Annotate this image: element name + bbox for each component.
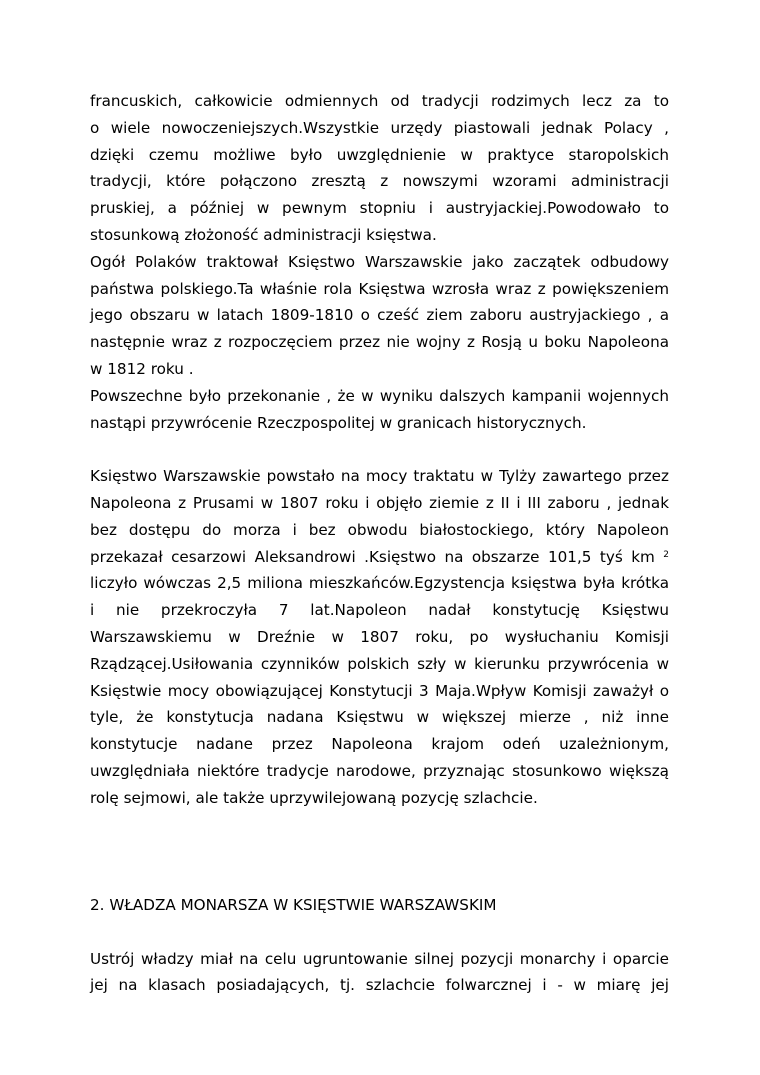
text-line: rolę sejmowi, ale także uprzywilejowaną pozycję szlachcie. bbox=[90, 788, 538, 807]
text-line: dzięki czemu możliwe było uwzględnienie w praktyce staropolskich bbox=[90, 145, 669, 164]
text-line: stosunkową złożoność administracji księstwa. bbox=[90, 225, 437, 244]
blank-line bbox=[90, 919, 669, 946]
paragraph-5 bbox=[90, 946, 669, 1000]
text-line bbox=[90, 544, 669, 571]
blank-line bbox=[90, 812, 669, 866]
text-line: bez dostępu do morza i bez obwodu białostockiego, który Napoleon bbox=[90, 520, 669, 539]
section-heading: 2. WŁADZA MONARSZA W KSIĘSTWIE WARSZAWSKIM bbox=[90, 895, 497, 914]
text-line: tradycji, które połączono zresztą z nowszymi wzorami administracji bbox=[90, 172, 669, 191]
text-line: jego obszaru w latach 1809-1810 o cześć ziem zaboru austryjackiego , a bbox=[90, 306, 669, 325]
text-line: i nie przekroczyła 7 lat.Napoleon nadał konstytucję Księstwu bbox=[90, 601, 669, 620]
text-line: konstytucje nadane przez Napoleona krajom odeń uzależnionym, bbox=[90, 735, 669, 754]
superscript: 2 bbox=[663, 549, 670, 560]
text-line: państwa polskiego.Ta właśnie rola Księstwa wzrosła wraz z powiększeniem bbox=[90, 279, 669, 298]
text-line: w 1812 roku . bbox=[90, 359, 194, 378]
paragraph-1 bbox=[90, 88, 669, 249]
blank-line bbox=[90, 436, 669, 463]
text-line: następnie wraz z rozpoczęciem przez nie wojny z Rosją u boku Napoleona bbox=[90, 333, 669, 352]
text-line: Warszawskiemu w Dreźnie w 1807 roku, po wysłuchaniu Komisji bbox=[90, 627, 669, 646]
text-line: Księstwie mocy obowiązującej Konstytucji 3 Maja.Wpływ Komisji zaważył o bbox=[90, 681, 669, 700]
text-line: Księstwo Warszawskie powstało na mocy traktatu w Tylży zawartego przez bbox=[90, 467, 669, 486]
paragraph-2 bbox=[90, 249, 669, 383]
text-line: nastąpi przywrócenie Rzeczpospolitej w granicach historycznych. bbox=[90, 413, 587, 432]
text-line: francuskich, całkowicie odmiennych od tradycji rodzimych lecz za to bbox=[90, 92, 669, 110]
paragraph-3 bbox=[90, 383, 669, 437]
text-line: Rządzącej.Usiłowania czynników polskich szły w kierunku przywrócenia w bbox=[90, 654, 669, 673]
paragraph-4 bbox=[90, 463, 669, 811]
document-page bbox=[90, 88, 669, 999]
text-line: pruskiej, a później w pewnym stopniu i austryjackiej.Powodowało to bbox=[90, 199, 669, 218]
text-line: tyle, że konstytucja nadana Księstwu w większej mierze , niż inne bbox=[90, 708, 669, 727]
text-line: liczyło wówczas 2,5 miliona mieszkańców.Egzystencja księstwa była krótka bbox=[90, 574, 669, 593]
text-line: Ogół Polaków traktował Księstwo Warszawskie jako zaczątek odbudowy bbox=[90, 252, 669, 271]
text-segment: przekazał cesarzowi Aleksandrowi .Księstwo na obszarze 101,5 tyś km bbox=[90, 547, 655, 566]
text-line: Powszechne było przekonanie , że w wyniku dalszych kampanii wojennych bbox=[90, 386, 669, 405]
text-line: o wiele nowoczeniejszych.Wszystkie urzędy piastowali jednak Polacy , bbox=[90, 118, 669, 137]
text-line: Ustrój władzy miał na celu ugruntowanie silnej pozycji monarchy i oparcie bbox=[90, 949, 669, 968]
blank-line bbox=[90, 865, 669, 892]
text-line: uwzględniała niektóre tradycje narodowe, przyznając stosunkowo większą bbox=[90, 761, 669, 780]
text-line: Napoleona z Prusami w 1807 roku i objęło ziemie z II i III zaboru , jednak bbox=[90, 493, 669, 512]
text-line: jej na klasach posiadających, tj. szlachcie folwarcznej i - w miarę jej bbox=[90, 976, 669, 995]
